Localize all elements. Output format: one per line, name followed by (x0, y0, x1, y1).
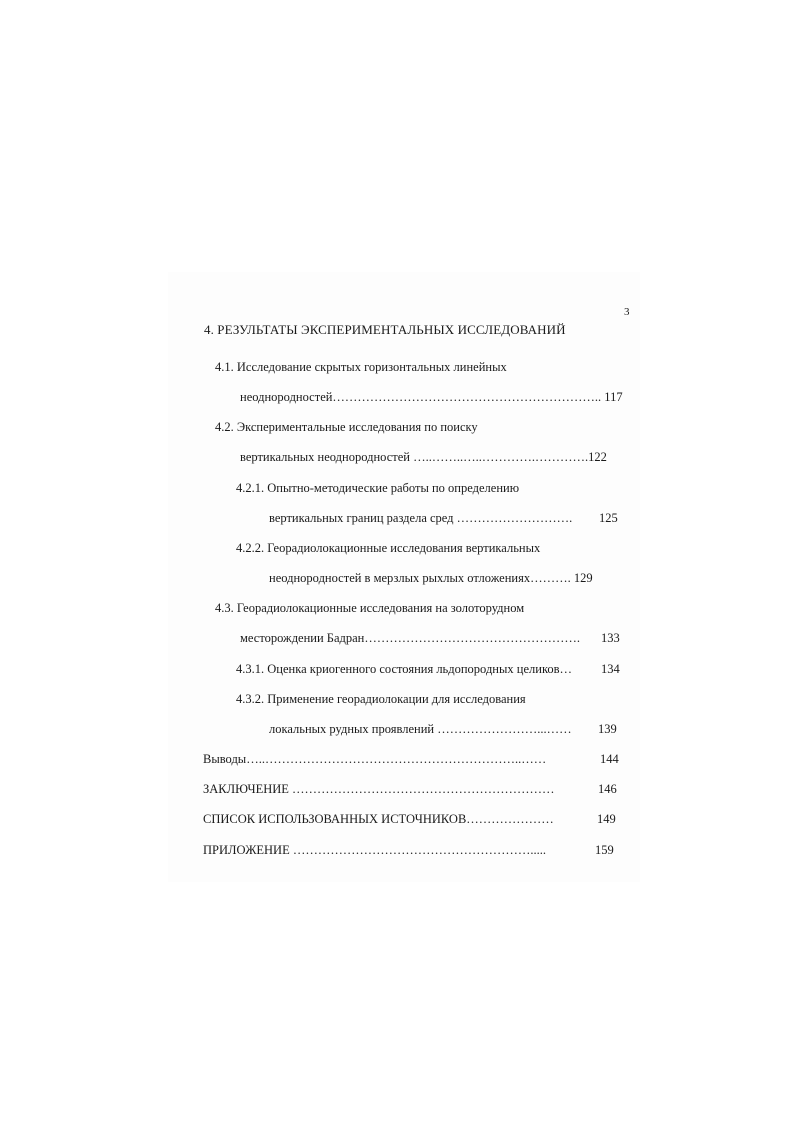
toc-entry-4-2-1-line2: вертикальных границ раздела сред ………………………. (269, 511, 573, 525)
toc-entry-4-2-1-page: 125 (599, 511, 618, 525)
toc-entry-4-3-2-page: 139 (598, 722, 617, 736)
chapter-heading: 4. РЕЗУЛЬТАТЫ ЭКСПЕРИМЕНТАЛЬНЫХ ИССЛЕДОВАНИЙ (204, 322, 566, 337)
toc-entry-4-1-line2: неоднородностей……………………………………………………….. 117 (240, 390, 623, 404)
toc-entry-4-3-2-line2: локальных рудных проявлений ……………………...…… (269, 722, 572, 736)
toc-entry-4-3-line1: 4.3. Георадиолокационные исследования на золоторудном (215, 601, 525, 615)
toc-entry-4-3-line2: месторождении Бадран……………………………………………. (240, 631, 580, 645)
document-page (168, 272, 640, 882)
toc-entry-4-3-page: 133 (601, 631, 620, 645)
toc-entry-4-2-line1: 4.2. Экспериментальные исследования по поиску (215, 420, 478, 434)
toc-entry-appendix: ПРИЛОЖЕНИЕ …………………………………………………..... (203, 843, 546, 857)
toc-entry-conclusion: ЗАКЛЮЧЕНИЕ ……………………………………………………… (203, 782, 555, 796)
toc-entry-4-3-2-line1: 4.3.2. Применение георадиолокации для исследования (236, 692, 526, 706)
page-number: 3 (624, 306, 630, 318)
toc-entry-4-1-line1: 4.1. Исследование скрытых горизонтальных линейных (215, 360, 507, 374)
toc-entry-4-2-2-line1: 4.2.2. Георадиолокационные исследования вертикальных (236, 541, 541, 555)
toc-entry-conclusions-summary: Выводы…..……………………………………………………..…… (203, 752, 547, 766)
toc-entry-appendix-page: 159 (595, 843, 614, 857)
toc-entry-references: СПИСОК ИСПОЛЬЗОВАННЫХ ИСТОЧНИКОВ………………… (203, 812, 554, 826)
toc-entry-4-2-2-line2: неоднородностей в мерзлых рыхлых отложениях………. 129 (269, 571, 593, 585)
toc-entry-4-3-1-page: 134 (601, 662, 620, 676)
toc-entry-conclusions-summary-page: 144 (600, 752, 619, 766)
toc-entry-4-2-1-line1: 4.2.1. Опытно-методические работы по определению (236, 481, 520, 495)
toc-entry-references-page: 149 (597, 812, 616, 826)
toc-entry-conclusion-page: 146 (598, 782, 617, 796)
toc-entry-4-3-1-line1: 4.3.1. Оценка криогенного состояния льдопородных целиков… (236, 662, 573, 676)
toc-entry-4-2-line2: вертикальных неоднородностей …..……..…..………….………….122 (240, 450, 607, 464)
